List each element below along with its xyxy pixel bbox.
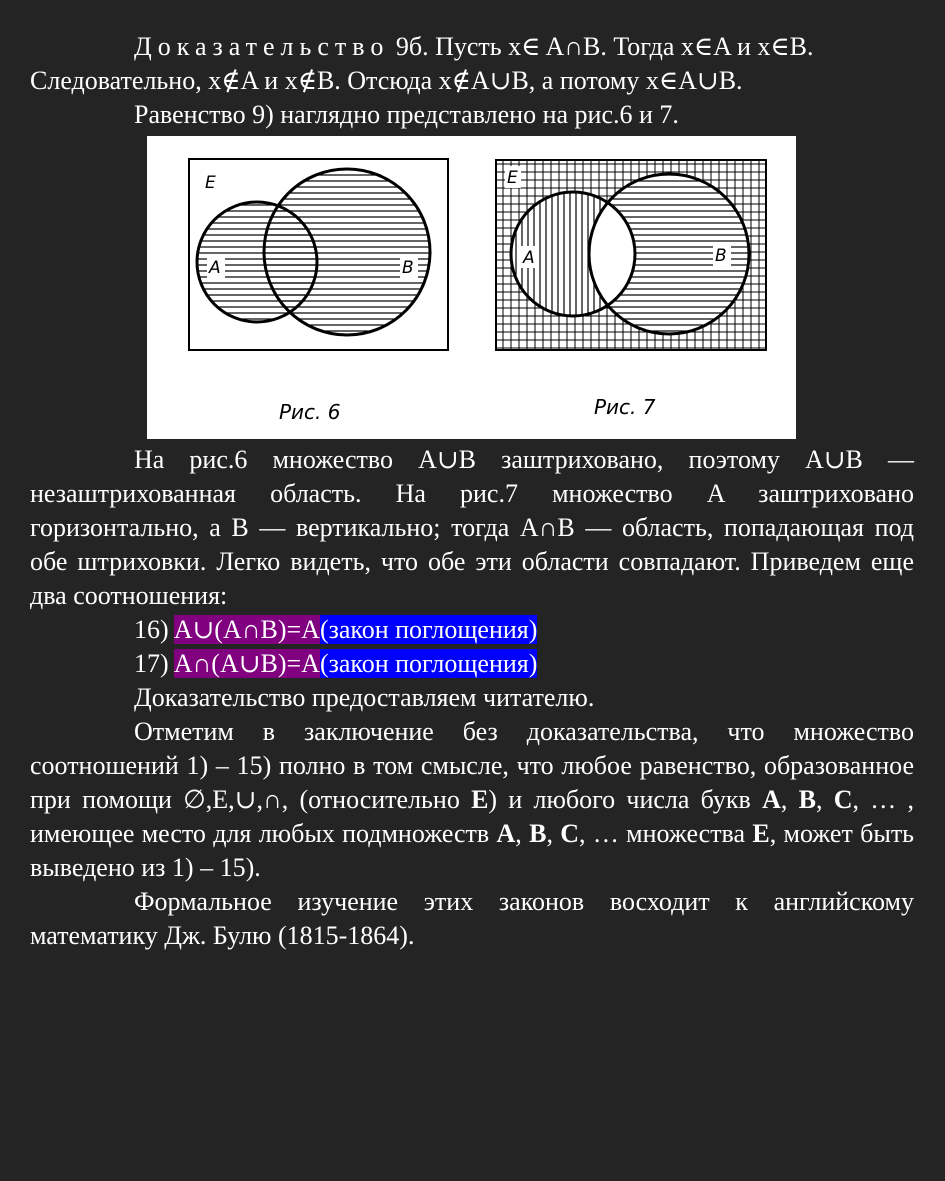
fig7-caption: Рис. 7	[594, 395, 656, 419]
completeness-text-9: , может быть выведено из 1) – 15).	[30, 819, 915, 882]
completeness-text-3: ,	[780, 785, 799, 814]
figure-7	[496, 160, 766, 419]
fig7-label-b: B	[715, 246, 727, 266]
completeness-bold-a2: A	[496, 819, 516, 848]
completeness-bold-c: C	[833, 785, 853, 814]
formula-17	[30, 647, 914, 681]
formula-17-number: 17)	[134, 649, 174, 678]
completeness-bold-e2: E	[752, 819, 770, 848]
formula-16	[30, 613, 914, 647]
fig7-label-a: A	[523, 248, 535, 268]
fig7-label-e: E	[507, 168, 518, 188]
figure-6	[189, 159, 448, 424]
fig6-label-e: E	[205, 173, 216, 193]
reader-note: Доказательство предоставляем читателю.	[134, 683, 595, 712]
formula-16-number: 16)	[134, 615, 174, 644]
completeness-text-7: ,	[546, 819, 561, 848]
completeness-text-4: ,	[815, 785, 834, 814]
completeness-text-1: Отметим в заключение без доказательства, что множество соотношений 1) – 15) полно в том смысле, что любое равенство, образованное при помощи ∅,E,∪,∩, (относительно	[30, 717, 914, 814]
completeness-text-5: , … , имеющее место для любых подмножеств	[30, 785, 914, 848]
proof-line-1	[30, 30, 914, 64]
closing-paragraph: Формальное изучение этих законов восходит к английскому математику Дж. Булю (1815-1864).	[30, 887, 914, 950]
completeness-bold-b2: B	[529, 819, 547, 848]
proof-heading-word: Доказательство	[134, 32, 390, 61]
completeness-text-8: , … множества	[579, 819, 753, 848]
venn-figures	[147, 136, 796, 439]
venn-figures-svg	[147, 136, 796, 439]
completeness-bold-a: A	[762, 785, 781, 814]
completeness-bold-c2: C	[560, 819, 580, 848]
proof-line-1-text: 9б. Пусть x∈ A∩B. Тогда x∈A и x∈B.	[389, 32, 814, 61]
completeness-bold-b: B	[798, 785, 816, 814]
completeness-text-2: ) и любого числа букв	[488, 785, 763, 814]
proof-line-2: Следовательно, x∉A и x∉B. Отсюда x∉A∪B, а потому x∈A∪B.	[30, 66, 743, 95]
completeness-text-6: ,	[515, 819, 530, 848]
fig6-caption: Рис. 6	[279, 400, 341, 424]
document-page	[30, 30, 914, 953]
fig6-label-b: B	[402, 258, 414, 278]
completeness-paragraph	[30, 715, 914, 885]
formula-16-expression: A∪(A∩B)=A	[173, 615, 320, 644]
formula-17-law: (закон поглощения)	[319, 649, 538, 678]
fig6-label-a: A	[209, 258, 221, 278]
formula-17-expression: A∩(A∪B)=A	[173, 649, 320, 678]
explanation-paragraph: На рис.6 множество A∪B заштриховано, поэтому A∪B — незаштрихованная область. На рис.7 множество A заштриховано горизонтально, а B — вертикально; тогда A∩B — область, попадающая под обе штриховки. Легко видеть, что обе эти области совпадают. Приведем еще два соотношения:	[30, 445, 914, 610]
formula-16-law: (закон поглощения)	[319, 615, 538, 644]
completeness-bold-e: E	[471, 785, 489, 814]
figure-intro: Равенство 9) наглядно представлено на рис.6 и 7.	[134, 100, 679, 129]
